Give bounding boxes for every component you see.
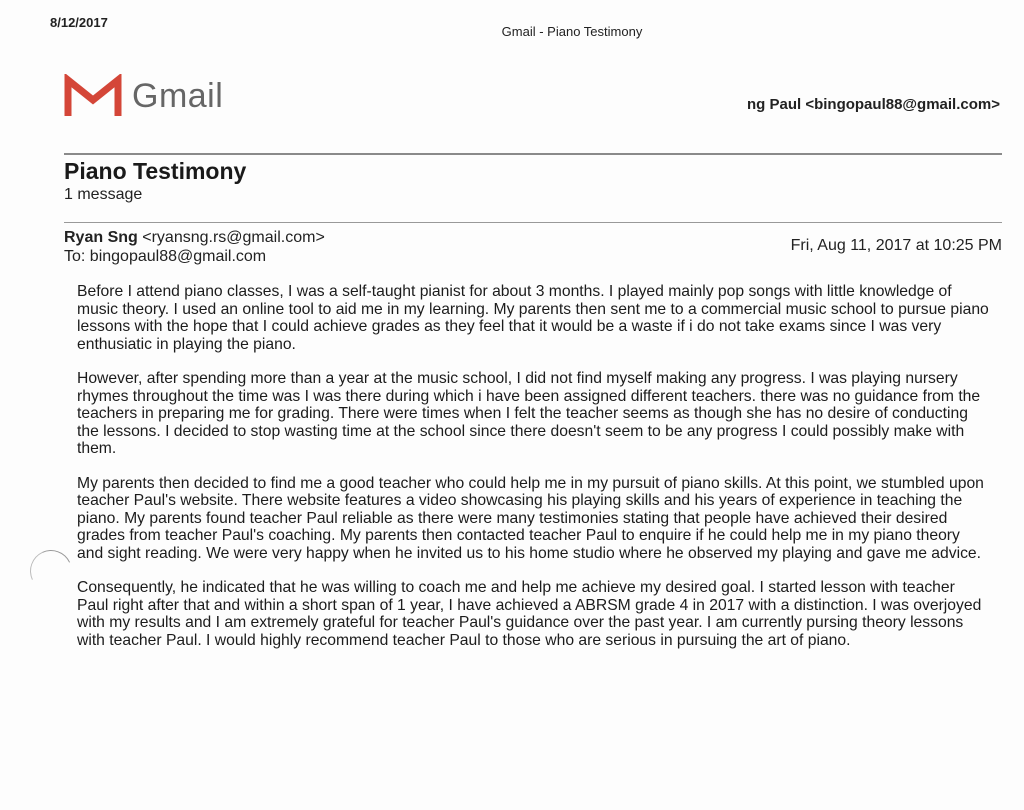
recipient-line: To: bingopaul88@gmail.com — [64, 248, 267, 265]
print-page-title: Gmail - Piano Testimony — [501, 24, 643, 39]
message-body — [77, 283, 989, 666]
gmail-logo[interactable] — [64, 74, 223, 118]
body-paragraph: Consequently, he indicated that he was willing to coach me and help me achieve my desired goal. I started lesson with teacher Paul right after that and within a short span of 1 year, I have achieved a ABRSM grade 4 in 2017 with a distinction. I was overjoyed with my results and I am extremely grateful for teacher Paul's guidance over the past year. I am currently pursing theory lessons with teacher Paul. I would highly recommend teacher Paul to those who are serious in pursuing the art of piano. — [77, 579, 982, 649]
body-paragraph: Before I attend piano classes, I was a self-taught pianist for about 3 months. I played mainly pop songs with little knowledge of music theory. I used an online tool to aid me in my learning. My parents then sent me to a commercial music school to pursue piano lessons with the hope that I could achieve grades as they feel that it would be a waste if i do not take exams since I was very enthusiatic in playing the piano. — [77, 283, 989, 353]
sender-email: <ryansng.rs@gmail.com> — [142, 229, 325, 246]
message-divider — [64, 222, 1002, 223]
body-paragraph: My parents then decided to find me a good teacher who could help me in my pursuit of piano skills. At this point, we stumbled upon teacher Paul's website. There website features a video showcasing his playing skills and his years of experience in teaching the piano. My parents found teacher Paul reliable as there were many testimonies stating that people have achieved their desired grades from teacher Paul's coaching. My parents then contacted teacher Paul to enquire if he could help me in my piano theory and sight reading. We were very happy when he invited us to his home studio where he observed my playing and gave me advice. — [77, 474, 984, 562]
header-divider — [64, 153, 1002, 155]
message-count: 1 message — [64, 186, 143, 203]
body-paragraph: However, after spending more than a year at the music school, I did not find myself making any progress. I was playing nursery rhymes throughout the time was I was there during which i have been assigned different teachers. there was no guidance from the teachers in preparing me for grading. There were times when I felt the teacher seems as though she has no desire of conducting the lessons. I decided to stop wasting time at the school since there doesn't seem to be any progress I could possibly make with them. — [77, 370, 981, 457]
print-date: 8/12/2017 — [50, 15, 108, 30]
scan-punch-hole-mark — [24, 544, 78, 598]
gmail-m-icon — [64, 74, 122, 118]
sender-line — [64, 229, 325, 247]
thread-subject: Piano Testimony — [64, 158, 247, 184]
account-info: ng Paul <bingopaul88@gmail.com> — [746, 96, 1000, 113]
sender-name: Ryan Sng — [64, 229, 138, 246]
message-date: Fri, Aug 11, 2017 at 10:25 PM — [790, 237, 1002, 254]
gmail-wordmark: Gmail — [132, 77, 224, 115]
